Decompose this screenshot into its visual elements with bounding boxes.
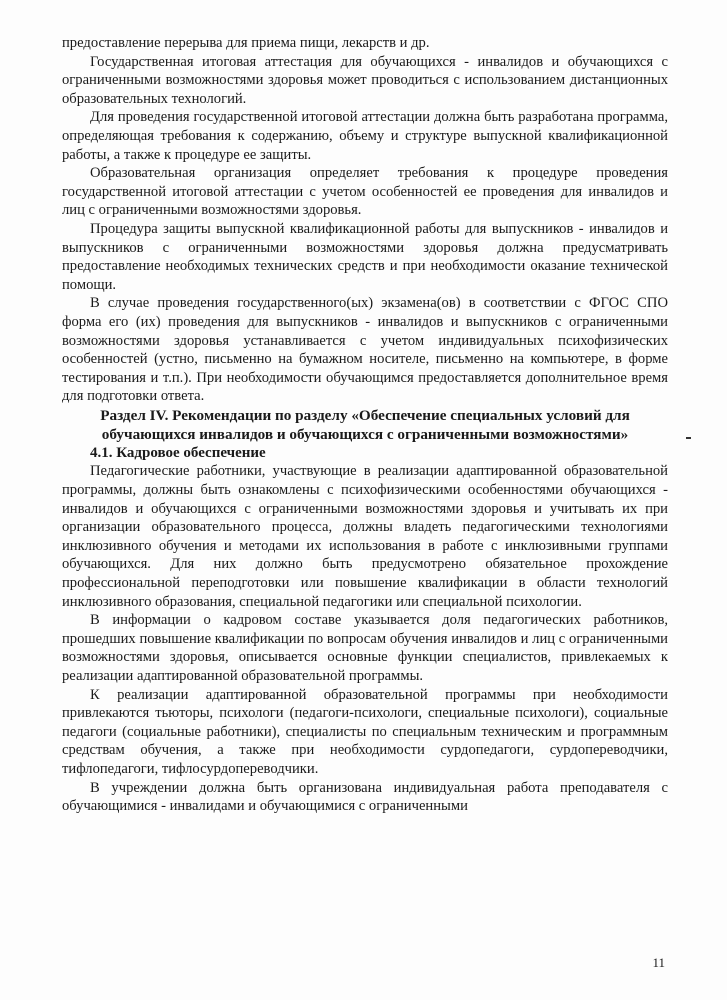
paragraph: В информации о кадровом составе указывается доля педагогических работников, прошедших повышение квалификации по вопросам обучения инвалидов и лиц с ограниченными возможностями здоровья, описывается основные функции специалистов, привлекаемых к реализации адаптированной образовательной программы. [62,612,668,684]
section-heading: Раздел IV. Рекомендации по разделу «Обеспечение специальных условий для обучающихся инвалидов и обучающихся с ограниченными возможностями» [100,406,630,443]
paragraph: Процедура защиты выпускной квалификационной работы для выпускников - инвалидов и выпускников с ограниченными возможностями здоровья должна предусматривать предоставление необходимых технических средств и при необходимости оказание технической помощи. [62,220,668,293]
paragraph: Педагогические работники, участвующие в реализации адаптированной образовательной программы, должны быть ознакомлены с психофизическими особенностями обучающихся - инвалидов и обучающихся с ограниченными возможностями здоровья и учитывать их при организации образовательного процесса, должны владеть педагогическими технологиями инклюзивного обучения и методами их использования в работе с инклюзивными группами обучающихся. Для них должно быть предусмотрено обязательное прохождение профессиональной переподготовки или повышение квалификации в области технологий инклюзивного образования, специальной педагогики или специальной психологии. [62,463,668,610]
page-number: 11 [652,955,665,970]
paragraph: Образовательная организация определяет требования к процедуре проведения государственной итоговой аттестации с учетом особенностей ее проведения для инвалидов и лиц с ограниченными возможностями здоровья. [62,165,668,219]
paragraph: Для проведения государственной итоговой аттестации должна быть разработана программа, определяющая требования к содержанию, объему и структуре выпускной квалификационной работы, а также к процедуре ее защиты. [62,109,668,163]
subsection-heading: 4.1. Кадровое обеспечение [90,444,266,461]
paragraph: Государственная итоговая аттестация для обучающихся - инвалидов и обучающихся с ограниченными возможностями здоровья может проводиться с использованием дистанционных образовательных технологий. [62,53,668,107]
paragraph: предоставление перерыва для приема пищи, лекарств и др. [62,35,430,51]
paragraph: К реализации адаптированной образовательной программы при необходимости привлекаются тьюторы, психологи (педагоги-психологи, специальные психологи), социальные педагоги (социальные работники), специалисты по специальным техническим и программным средствам обучения, а также при необходимости сурдопедагоги, сурдопереводчики, тифлопедагоги, тифлосурдопереводчики. [62,686,668,777]
paragraph: В учреждении должна быть организована индивидуальная работа преподавателя с обучающимися - инвалидами и обучающимися с ограниченными [62,779,668,815]
paragraph: В случае проведения государственного(ых) экзамена(ов) в соответствии с ФГОС СПО форма его (их) проведения для выпускников - инвалидов и выпускников с ограниченными возможностями здоровья устанавливается с учетом индивидуальных психофизических особенностей (устно, письменно на бумажном носителе, письменно на компьютере, в форме тестирования и т.п.). При необходимости обучающимся предоставляется дополнительное время для подготовки ответа. [62,295,668,405]
margin-mark [686,437,691,439]
page-body [62,34,668,816]
